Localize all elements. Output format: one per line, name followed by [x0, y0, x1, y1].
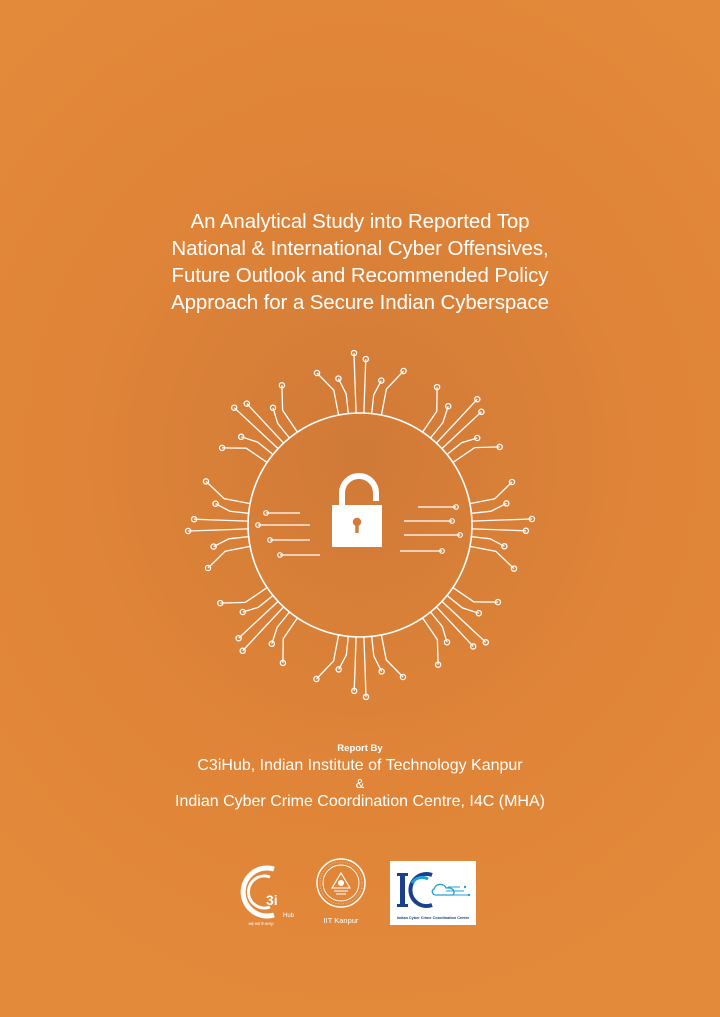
title-line-2: National & International Cyber Offensives,: [171, 237, 549, 260]
c3ihub-logo-tagline: आई आई टी कानपुर: [248, 922, 274, 926]
c3ihub-logo-brand: 3i: [266, 892, 278, 908]
report-title: [0, 208, 720, 316]
organisation-2: Indian Cyber Crime Coordination Centre, I4C (MHA): [175, 793, 545, 810]
iit-kanpur-logo: [312, 857, 370, 929]
c3ihub-logo-hub: Hub: [283, 913, 295, 919]
cyber-lock-emblem: [160, 345, 560, 705]
credits-block: [0, 742, 720, 812]
i4c-emblem-icon: [390, 861, 476, 925]
title-line-4: Approach for a Secure Indian Cyberspace: [171, 291, 549, 314]
title-line-1: An Analytical Study into Reported Top: [190, 210, 530, 233]
iit-kanpur-caption: IIT Kanpur: [323, 916, 359, 925]
iit-seal-icon: [315, 857, 367, 909]
organisation-1: C3iHub, Indian Institute of Technology Kanpur: [197, 757, 523, 774]
i4c-caption: Indian Cyber Crime Coordination Centre: [396, 916, 470, 920]
padlock-open-icon: [332, 476, 382, 547]
report-by-label: Report By: [337, 743, 383, 754]
c3ihub-logo: [234, 859, 300, 929]
ampersand: &: [355, 776, 365, 791]
i4c-logo: [390, 861, 476, 925]
logo-row: [0, 855, 720, 935]
title-line-3: Future Outlook and Recommended Policy: [171, 264, 549, 287]
